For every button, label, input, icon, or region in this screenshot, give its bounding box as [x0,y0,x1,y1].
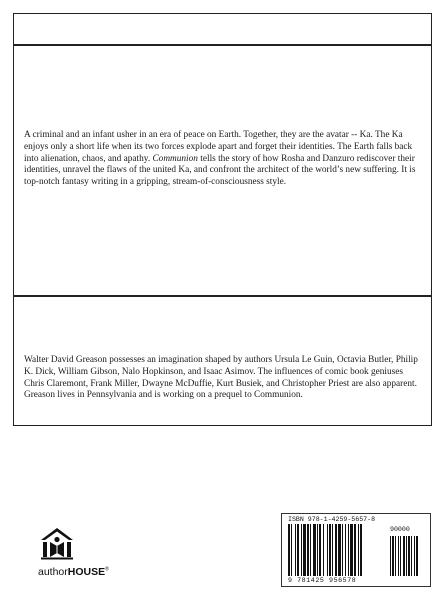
author-panel [13,296,432,426]
authorhouse-logo-icon [38,525,76,561]
isbn-label: ISBN 978-1-4259-5657-8 [288,516,376,523]
top-panel [13,13,432,45]
book-description: A criminal and an infant usher in an era of peace on Earth. Together, they are the avatar -- Ka. The Ka enjoys only a short life when its two forces explode apart and forget their identities. The Earth falls back into alienation, chaos, and apathy. Communion tells the story of how Rosha and Danzuro rediscover their identities, unravel the flaws of the united Ka, and confront the architect of the world’s new suffering. It is top-notch fantasy writing in a gripping, stream-of-consciousness style. [24,130,416,188]
publisher-logo [38,525,118,585]
description-panel [13,45,432,296]
author-bio: Walter David Greason possesses an imagination shaped by authors Ursula Le Guin, Octavia Butler, Philip K. Dick, William Gibson, Nalo Hopkinson, and Isaac Asimov. The influences of comic book geniuses Chris Claremont, Frank Miller, Dwayne McDuffie, Kurt Busiek, and Christopher Priest are also apparent. Greason lives in Pennsylvania and is working on a prequel to Communion. [24,355,418,401]
price-code: 90000 [390,526,410,533]
barcode-bars [286,524,428,578]
isbn-barcode [281,513,431,587]
book-title: Communion [152,153,198,164]
barcode-digits: 9 781425 956578 [288,577,357,584]
publisher-name: authorHOUSE® [38,566,109,578]
